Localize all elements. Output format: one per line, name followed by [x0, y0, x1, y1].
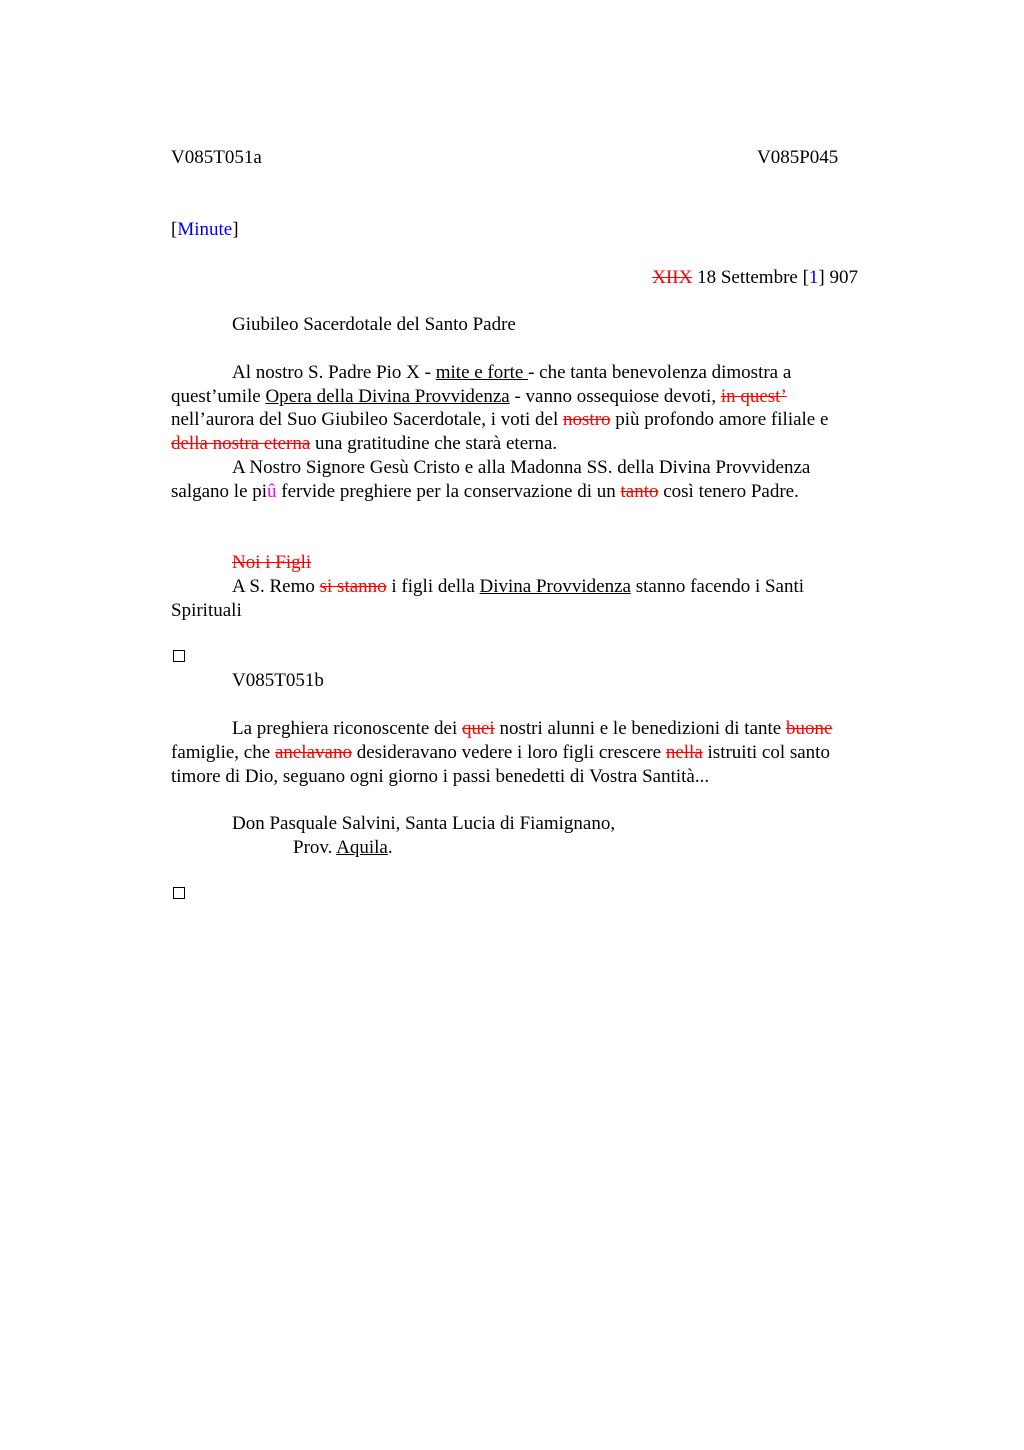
p1-line-4: [171, 432, 557, 456]
p4-line-1: [232, 717, 832, 741]
p2-line-2: [171, 480, 799, 504]
p2-l2-text-c: così tenero Padre.: [658, 481, 799, 502]
p3-l1-underlined: Divina Provvidenza: [479, 576, 631, 597]
p4-line-3: timore di Dio, seguano ogni giorno i passi benedetti di Vostra Santità...: [171, 766, 710, 787]
document-title: Giubileo Sacerdotale del Santo Padre: [232, 314, 516, 335]
p3-l1-text-b: i figli della: [386, 576, 480, 597]
signature-l2-text-b: .: [387, 837, 393, 858]
p3-line-1: [232, 575, 804, 599]
p1-l3-text-b: più profondo amore filiale e: [610, 409, 829, 430]
minute-text: Minute: [177, 219, 233, 240]
date-text-b: ] 907: [818, 267, 858, 288]
p4-l2-deleted: anelavano: [274, 742, 352, 763]
p4-l2-text-b: desideravano vedere i loro figli crescere: [351, 742, 666, 763]
p1-l3-deleted: nostro: [563, 409, 611, 430]
p1-l2-text-b: - vanno ossequiose devoti,: [509, 386, 721, 407]
p2-l2-accent: û: [267, 481, 277, 502]
p1-l2-underlined: Opera della Divina Provvidenza: [265, 386, 510, 407]
p1-l1-text-a: Al nostro S. Padre Pio X -: [232, 362, 436, 383]
p1-l4-text-b: una gratitudine che starà eterna.: [310, 433, 558, 454]
p4-l1-text-a: La preghiera riconoscente dei: [232, 718, 462, 739]
p4-l1-deleted: quei: [462, 718, 495, 739]
date-text-a: 18 Settembre [: [692, 267, 809, 288]
p2-l2-text-a: salgano le pi: [171, 481, 268, 502]
signature-line-1: Don Pasquale Salvini, Santa Lucia di Fiamignano,: [232, 813, 616, 834]
p2-l2-text-b: fervide preghiere per la conservazione di un: [276, 481, 621, 502]
p4-l1-deleted-2: buone: [785, 718, 833, 739]
p1-l1-text-b: - che tanta benevolenza dimostra a: [528, 362, 792, 383]
p1-l4-deleted: della nostra eterna: [171, 433, 311, 454]
p3-line-2: Spirituali: [171, 600, 242, 621]
square-marker-icon: [173, 650, 185, 662]
p2-l2-deleted: tanto: [620, 481, 659, 502]
p1-l2-text-a: quest’umile: [171, 386, 266, 407]
header-left-code: V085T051a: [171, 147, 262, 168]
section-b-code: V085T051b: [232, 670, 324, 691]
minute-open-bracket: [: [171, 219, 178, 240]
p1-line-3: [171, 408, 828, 432]
p3-l1-deleted: si stanno: [319, 576, 387, 597]
date-deleted: XIIX: [652, 267, 693, 288]
p4-l2-deleted-2: nella: [665, 742, 703, 763]
p4-line-2: [171, 741, 830, 765]
minute-close-bracket: ]: [232, 219, 239, 240]
header-right-code: V085P045: [757, 147, 839, 168]
p2-line-1: A Nostro Signore Gesù Cristo e alla Madonna SS. della Divina Provvidenza: [232, 457, 811, 478]
p1-line-2: [171, 385, 787, 409]
p4-l1-text-b: nostri alunni e le benedizioni di tante: [494, 718, 786, 739]
signature-l2-underlined: Aquila: [336, 837, 388, 858]
square-marker-icon: [173, 887, 185, 899]
date-line: [652, 266, 858, 290]
signature-l2-text-a: Prov.: [293, 837, 337, 858]
date-note: 1: [808, 267, 819, 288]
p1-l3-text-a: nell’aurora del Suo Giubileo Sacerdotale, i voti del: [171, 409, 564, 430]
p4-l2-text-c: istruiti col santo: [702, 742, 830, 763]
p1-line-1: [232, 361, 791, 385]
signature-line-2: [293, 836, 393, 860]
p3-l1-text-a: A S. Remo: [232, 576, 320, 597]
p3-deleted-line: Noi i Figli: [232, 552, 312, 573]
p4-l2-text-a: famiglie, che: [171, 742, 275, 763]
p1-l2-deleted: in quest’: [720, 386, 787, 407]
p3-l1-text-c: stanno facendo i Santi: [630, 576, 805, 597]
minute-label: [171, 218, 239, 242]
p1-l1-underlined: mite e forte: [435, 362, 529, 383]
